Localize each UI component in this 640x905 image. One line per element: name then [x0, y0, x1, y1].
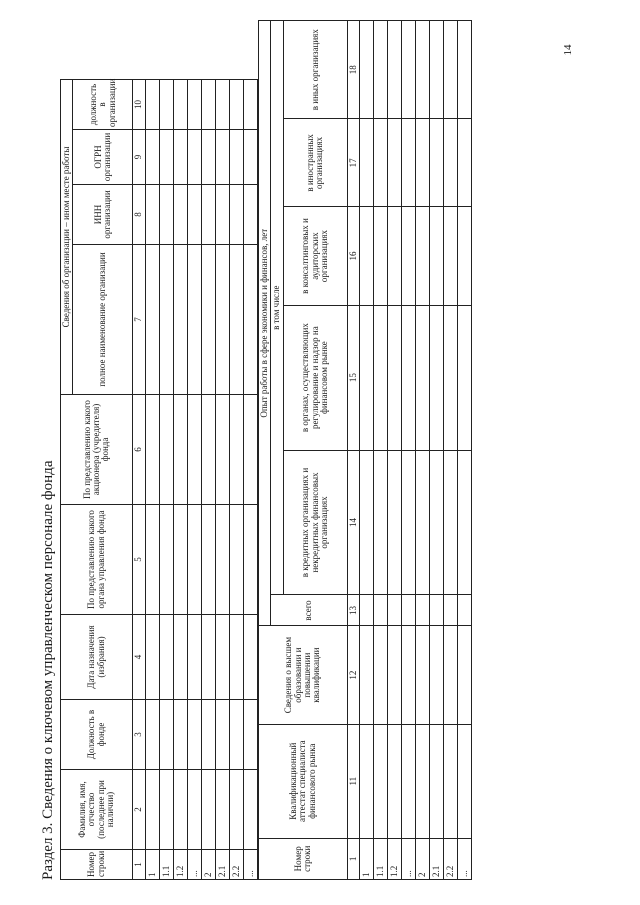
col-number: 9: [133, 130, 145, 185]
empty-cell: [215, 130, 229, 185]
empty-cell: [374, 595, 388, 626]
empty-cell: [458, 724, 472, 838]
empty-cell: [416, 21, 430, 119]
empty-cell: [388, 724, 402, 838]
col-number: 1: [347, 838, 359, 879]
empty-cell: [187, 700, 201, 770]
empty-cell: [173, 505, 187, 615]
empty-cell: [416, 207, 430, 305]
table-row: [243, 80, 257, 880]
col-number: 13: [347, 595, 359, 626]
empty-cell: [360, 21, 374, 119]
empty-cell: [444, 207, 458, 305]
empty-cell: [229, 395, 243, 505]
empty-cell: [187, 130, 201, 185]
empty-cell: [444, 595, 458, 626]
header-foreign: в иностранных организациях: [283, 119, 347, 207]
empty-cell: [243, 700, 257, 770]
empty-cell: [159, 245, 173, 395]
empty-cell: [458, 595, 472, 626]
row-label: 1.2: [388, 838, 402, 879]
row-label: 1: [145, 850, 159, 880]
table-row: [444, 21, 458, 880]
empty-cell: [215, 395, 229, 505]
empty-cell: [173, 185, 187, 245]
empty-cell: [444, 21, 458, 119]
empty-cell: [229, 185, 243, 245]
empty-cell: [215, 185, 229, 245]
empty-cell: [201, 615, 215, 700]
empty-cell: [201, 700, 215, 770]
table-row: [458, 21, 472, 880]
empty-cell: [243, 185, 257, 245]
col-number: 14: [347, 450, 359, 595]
col-number: 3: [133, 700, 145, 770]
empty-cell: [402, 595, 416, 626]
empty-cell: [229, 505, 243, 615]
empty-cell: [374, 724, 388, 838]
header-education: Сведения о высшем образовании и повышении квалификации: [259, 626, 348, 724]
empty-cell: [430, 119, 444, 207]
table-row: [416, 21, 430, 880]
empty-cell: [360, 450, 374, 595]
empty-cell: [430, 207, 444, 305]
empty-cell: [388, 305, 402, 450]
empty-cell: [360, 724, 374, 838]
header-row-no-2: Номер строки: [259, 838, 348, 879]
empty-cell: [430, 450, 444, 595]
empty-cell: [416, 450, 430, 595]
empty-cell: [402, 305, 416, 450]
qualification-table: [258, 20, 472, 880]
empty-cell: [215, 80, 229, 130]
col-number: 8: [133, 185, 145, 245]
empty-cell: [416, 595, 430, 626]
empty-cell: [201, 185, 215, 245]
header-date: Дата назначения (избрания): [61, 615, 133, 700]
header-experience: Опыт работы в сфере экономики и финансов, лет: [259, 21, 271, 626]
empty-cell: [173, 80, 187, 130]
row-label: 2.1: [430, 838, 444, 879]
empty-cell: [458, 305, 472, 450]
empty-cell: [360, 207, 374, 305]
table-row: [229, 80, 243, 880]
header-consulting: в консалтинговых и аудиторских организациях: [283, 207, 347, 305]
empty-cell: [458, 626, 472, 724]
empty-cell: [201, 130, 215, 185]
col-number: 7: [133, 245, 145, 395]
table-row: [201, 80, 215, 880]
empty-cell: [159, 130, 173, 185]
empty-cell: [145, 770, 159, 850]
empty-cell: [243, 245, 257, 395]
table-row: [159, 80, 173, 880]
header-position: Должность в фонде: [61, 700, 133, 770]
empty-cell: [173, 245, 187, 395]
empty-cell: [159, 80, 173, 130]
row-label: 1.2: [173, 850, 187, 880]
row-label: ...: [187, 850, 201, 880]
header-credit: в кредитных организациях и некредитных финансовых организациях: [283, 450, 347, 595]
header-by-organ: По представлению какого органа управления фонда: [61, 505, 133, 615]
empty-cell: [444, 626, 458, 724]
empty-cell: [187, 505, 201, 615]
col-number: 4: [133, 615, 145, 700]
empty-cell: [215, 615, 229, 700]
col-number: 10: [133, 80, 145, 130]
row-label: 2: [416, 838, 430, 879]
empty-cell: [173, 395, 187, 505]
empty-cell: [243, 130, 257, 185]
empty-cell: [374, 305, 388, 450]
empty-cell: [388, 119, 402, 207]
empty-cell: [360, 119, 374, 207]
empty-cell: [243, 770, 257, 850]
header-org-position: должность в организации: [73, 80, 133, 130]
row-label: 1.1: [159, 850, 173, 880]
row-label: 2.2: [444, 838, 458, 879]
empty-cell: [444, 305, 458, 450]
empty-cell: [374, 450, 388, 595]
empty-cell: [458, 207, 472, 305]
empty-cell: [159, 185, 173, 245]
header-fio: Фамилия, имя, отчество (последнее при наличии): [61, 770, 133, 850]
empty-cell: [187, 770, 201, 850]
empty-cell: [229, 700, 243, 770]
table-row: [430, 21, 444, 880]
row-label: 2: [201, 850, 215, 880]
section-title: Раздел 3. Сведения о ключевом управленческом персонале фонда: [40, 460, 56, 880]
empty-cell: [187, 395, 201, 505]
row-label: 2.2: [229, 850, 243, 880]
page-number: 14: [562, 44, 574, 56]
empty-cell: [187, 245, 201, 395]
header-ogrn: ОГРН организации: [73, 130, 133, 185]
col-number: 5: [133, 505, 145, 615]
header-including: в том числе: [271, 21, 283, 595]
empty-cell: [201, 80, 215, 130]
empty-cell: [374, 626, 388, 724]
personnel-table-body: [145, 80, 257, 880]
col-number: 15: [347, 305, 359, 450]
empty-cell: [215, 770, 229, 850]
header-other-work: Сведения об организации – ином месте работы: [61, 80, 73, 395]
empty-cell: [360, 305, 374, 450]
empty-cell: [215, 700, 229, 770]
empty-cell: [458, 119, 472, 207]
header-inn: ИНН организации: [73, 185, 133, 245]
table-row: [187, 80, 201, 880]
table-row: [360, 21, 374, 880]
empty-cell: [229, 770, 243, 850]
empty-cell: [229, 615, 243, 700]
header-by-shareholder: По представлению какого акционера (учредителя) фонда: [61, 395, 133, 505]
empty-cell: [402, 450, 416, 595]
empty-cell: [458, 450, 472, 595]
row-label: 1: [360, 838, 374, 879]
empty-cell: [243, 395, 257, 505]
empty-cell: [201, 245, 215, 395]
table-row: [145, 80, 159, 880]
empty-cell: [360, 595, 374, 626]
empty-cell: [201, 505, 215, 615]
qualification-table-body: [360, 21, 472, 880]
empty-cell: [430, 21, 444, 119]
empty-cell: [145, 130, 159, 185]
header-cert: Квалификационный аттестат специалиста финансового рынка: [259, 724, 348, 838]
empty-cell: [430, 724, 444, 838]
empty-cell: [215, 505, 229, 615]
header-other: в иных организациях: [283, 21, 347, 119]
empty-cell: [416, 724, 430, 838]
empty-cell: [243, 615, 257, 700]
header-row-no: Номер строки: [61, 850, 133, 880]
empty-cell: [416, 305, 430, 450]
empty-cell: [145, 395, 159, 505]
empty-cell: [145, 80, 159, 130]
empty-cell: [187, 80, 201, 130]
col-number: 2: [133, 770, 145, 850]
header-org-name: полное наименование организации: [73, 245, 133, 395]
empty-cell: [145, 700, 159, 770]
header-total: всего: [271, 595, 347, 626]
row-label: ...: [243, 850, 257, 880]
empty-cell: [173, 130, 187, 185]
empty-cell: [444, 450, 458, 595]
empty-cell: [402, 626, 416, 724]
empty-cell: [159, 395, 173, 505]
empty-cell: [145, 245, 159, 395]
empty-cell: [430, 595, 444, 626]
col-number: 17: [347, 119, 359, 207]
empty-cell: [388, 21, 402, 119]
empty-cell: [229, 130, 243, 185]
empty-cell: [430, 626, 444, 724]
empty-cell: [201, 395, 215, 505]
col-number: 12: [347, 626, 359, 724]
empty-cell: [388, 595, 402, 626]
empty-cell: [187, 615, 201, 700]
empty-cell: [243, 80, 257, 130]
empty-cell: [229, 80, 243, 130]
empty-cell: [159, 770, 173, 850]
rotated-form-area: [40, 20, 510, 880]
empty-cell: [444, 724, 458, 838]
empty-cell: [173, 770, 187, 850]
empty-cell: [458, 21, 472, 119]
table-row: [215, 80, 229, 880]
col-number: 6: [133, 395, 145, 505]
empty-cell: [388, 450, 402, 595]
empty-cell: [173, 615, 187, 700]
row-label: 2.1: [215, 850, 229, 880]
empty-cell: [416, 119, 430, 207]
empty-cell: [215, 245, 229, 395]
empty-cell: [374, 119, 388, 207]
empty-cell: [402, 119, 416, 207]
col-number: 11: [347, 724, 359, 838]
empty-cell: [201, 770, 215, 850]
table-row: [388, 21, 402, 880]
col-number: 16: [347, 207, 359, 305]
empty-cell: [374, 207, 388, 305]
col-number: 18: [347, 21, 359, 119]
empty-cell: [187, 185, 201, 245]
table-row: [374, 21, 388, 880]
personnel-table: [60, 79, 258, 880]
empty-cell: [159, 700, 173, 770]
empty-cell: [430, 305, 444, 450]
empty-cell: [388, 207, 402, 305]
col-number: 1: [133, 850, 145, 880]
table-row: [173, 80, 187, 880]
empty-cell: [402, 21, 416, 119]
row-label: 1.1: [374, 838, 388, 879]
empty-cell: [374, 21, 388, 119]
empty-cell: [145, 185, 159, 245]
row-label: ...: [402, 838, 416, 879]
empty-cell: [159, 615, 173, 700]
empty-cell: [402, 207, 416, 305]
empty-cell: [360, 626, 374, 724]
empty-cell: [145, 505, 159, 615]
empty-cell: [444, 119, 458, 207]
header-regulators: в органах, осуществляющих регулирование и надзор на финансовом рынке: [283, 305, 347, 450]
empty-cell: [173, 700, 187, 770]
empty-cell: [229, 245, 243, 395]
empty-cell: [388, 626, 402, 724]
empty-cell: [243, 505, 257, 615]
empty-cell: [416, 626, 430, 724]
row-label: ...: [458, 838, 472, 879]
empty-cell: [402, 724, 416, 838]
table-row: [402, 21, 416, 880]
empty-cell: [145, 615, 159, 700]
empty-cell: [159, 505, 173, 615]
